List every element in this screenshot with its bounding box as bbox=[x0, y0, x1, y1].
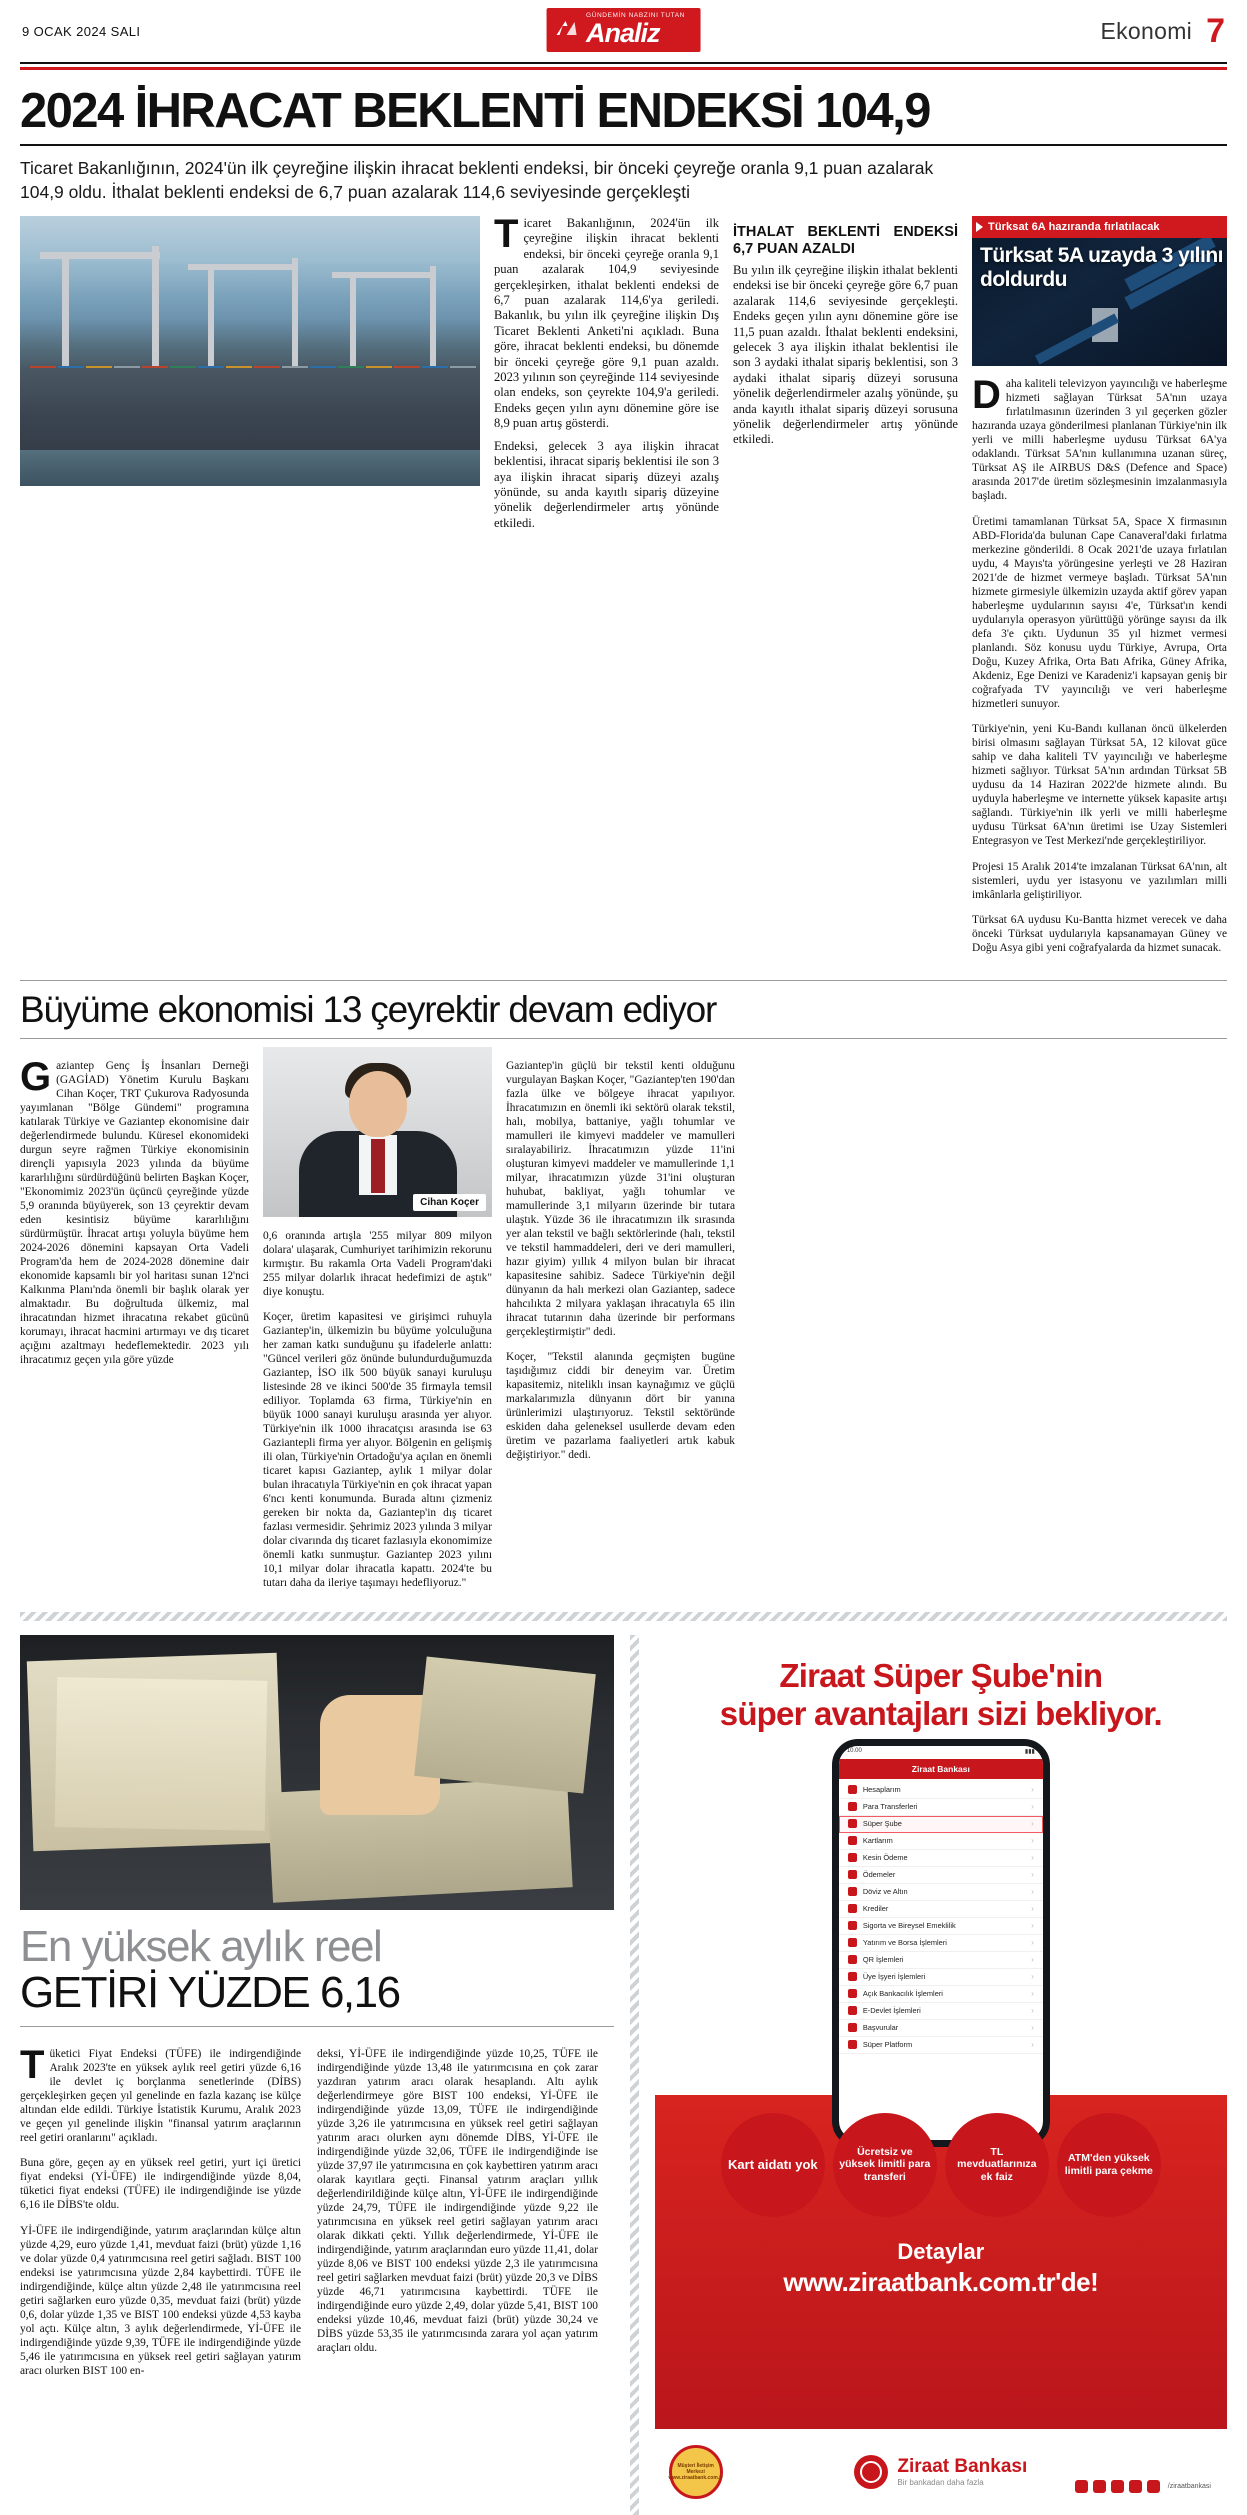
portrait-caption: Cihan Koçer bbox=[413, 1194, 486, 1211]
menu-item-icon bbox=[848, 1785, 857, 1794]
chevron-right-icon: › bbox=[1031, 1819, 1034, 1829]
ziraat-mark-icon bbox=[854, 2455, 888, 2489]
decorative-separator-vertical bbox=[630, 1635, 639, 2515]
menu-item-super-sube[interactable] bbox=[839, 1816, 1043, 1833]
lead-p3-wrap bbox=[733, 263, 958, 448]
drop-cap: G bbox=[20, 1054, 52, 1099]
menu-item-label: Kartlarım bbox=[862, 1836, 893, 1846]
lead-headline: 2024 İHRACAT BEKLENTİ ENDEKSİ 104,9 bbox=[20, 84, 930, 138]
logo-mark-icon bbox=[554, 17, 578, 41]
social-links[interactable] bbox=[1075, 2480, 1211, 2493]
ad-headline-line1: Ziraat Süper Şube'nin bbox=[779, 1656, 1103, 1694]
masthead-rule bbox=[20, 62, 1227, 64]
menu-item-label: QR İşlemleri bbox=[862, 1955, 904, 1965]
menu-item-icon bbox=[848, 1887, 857, 1896]
chevron-right-icon: › bbox=[1031, 1904, 1034, 1914]
chevron-right-icon: › bbox=[1031, 1972, 1034, 1982]
menu-item-label: Sigorta ve Bireysel Emeklilik bbox=[862, 1921, 956, 1931]
youtube-icon[interactable] bbox=[1129, 2480, 1142, 2493]
yield-article bbox=[20, 1635, 614, 2515]
chevron-right-icon: › bbox=[1031, 1921, 1034, 1931]
satellite-headline: Türksat 5A uzayda 3 yılını doldurdu bbox=[980, 244, 1223, 291]
growth-p3: Koçer, üretim kapasitesi ve girişimci ruhuyla Gaziantep'in, ülkemizin bu büyüme yolculuğuna her zaman katkı sunduğunu şu ifadelerle anlattı: "Güncel verileri göz önünde bulundurduğumuzda Gaziantep, İSO ilk 500 büyük sanayi kuruluşu listesinde 28 ve ikinci 500'de 35 firmayla temsil ediliyor. Toplamda 63 firma, Türkiye'nin en büyük 1000 sanayi kuruluşu arasında yer alıyor. Türkiye'nin ilk 1000 ihracatçısı arasında ise 63 Gaziantepli firma yer alıyor. Bölgenin en gelişmiş ili olan, Türkiye'nin Ortadoğu'ya açılan en önemli ticaret kapısı Gaziantep, aylık 1 milyar dolar bulan ihracatıyla Türkiye'nin en çok ihracat yapan 6'ncı kenti konumunda. Burada altını çizmeniz gereken bir nokta da, Gaziantep'in dış ticaret fazlası vermesidir. Şehrimiz 2023 yılında 3 milyar dolar civarında dış ticaret fazlasıyla ekonomimize önemli katkı sunmuştur. Gaziantep 2023 yılını 10,1 milyar dolar ihracatla kapattı. 2024'te bu tutarı daha da ileriye taşımayı hedefliyoruz." bbox=[263, 1311, 492, 1590]
lead-article bbox=[20, 212, 1227, 966]
lead-paragraph bbox=[494, 212, 719, 432]
satellite-body bbox=[972, 373, 1227, 955]
menu-item[interactable] bbox=[839, 1884, 1043, 1901]
benefit-bubble: Ücretsiz ve yüksek limitli para transferi bbox=[833, 2113, 937, 2217]
newspaper-logo bbox=[546, 8, 701, 52]
decorative-separator bbox=[20, 1612, 1227, 1621]
growth-columns bbox=[20, 1047, 1227, 1601]
menu-item-icon bbox=[848, 2006, 857, 2015]
satellite-p3: Türkiye'nin, yeni Ku-Bandı kullanan öncü ülkelerden birisi olmasını sağlayan Türksat 5A, 12 kilovat güce sahip ve daha kaliteli TV yayıncılığı ve haberleşme hizmeti sağlıyor. Türksat 5A'nın ardından Türksat 5B uydusu da 14 Haziran 2022'de hizmete alındı. Bu uyduyla haberleşme ve internette yüksek kapasite artışı sağlandı. Türkiye'nin ilk yerli ve milli haberleşme uydusu Türksat 6A'nın üretimi ise Uzay Sistemleri Entegrasyon ve Test Merkezi'nde gerçekleştiriliyor. bbox=[972, 723, 1227, 848]
menu-item[interactable] bbox=[839, 1918, 1043, 1935]
bottom-zone bbox=[20, 1635, 1227, 2515]
menu-item-icon bbox=[848, 1836, 857, 1845]
chevron-right-icon: › bbox=[1031, 2040, 1034, 2050]
lead-column-2 bbox=[733, 216, 958, 966]
chevron-right-icon: › bbox=[1031, 2006, 1034, 2016]
menu-item-icon bbox=[848, 1972, 857, 1981]
lead-p1: icaret Bakanlığının, 2024'ün ilk çeyreğine ilişkin ihracat beklenti endeksi, bir önceki çeyreğe oranla 9,1 puan azalarak 104,9 seviyesinde gerçekleşirken, ithalat beklenti endeksi de 6,7 puan azalarak 114,6'ya geriledi. Bakanlık, bu yılın ilk çeyreğine ilişkin Dış Ticaret Beklenti Anketi'ni açıkladı. Buna göre, ihracat beklenti endeksi, bu dönemde bir önceki çeyreğe göre 9,1 puan azaldı. 2023 yılının son çeyreğinde 114 seviyesinde olan endeks, son çeyrekte 104,9'a geriledi. Endeks geçen yılın aynı dönemine göre ise 8,9 puan artış gösterdi. bbox=[494, 216, 719, 431]
growth-headline: Büyüme ekonomisi 13 çeyrektir devam ediyor bbox=[20, 989, 717, 1031]
chevron-right-icon: › bbox=[1031, 1853, 1034, 1863]
menu-item-label: Süper Şube bbox=[862, 1819, 902, 1829]
menu-item-label: E-Devlet İşlemleri bbox=[862, 2006, 921, 2016]
menu-item-icon bbox=[848, 1853, 857, 1862]
menu-item-icon bbox=[848, 1989, 857, 1998]
yield-column-2 bbox=[317, 2036, 598, 2390]
twitter-icon[interactable] bbox=[1093, 2480, 1106, 2493]
drop-cap: T bbox=[494, 212, 519, 256]
chevron-right-icon: › bbox=[1031, 2023, 1034, 2033]
facebook-icon[interactable] bbox=[1075, 2480, 1088, 2493]
chevron-right-icon: › bbox=[1031, 1938, 1034, 1948]
yield-p4: deksi, Yİ-ÜFE ile indirgendiğinde yüzde 10,25, TÜFE ile indirgendiğinde yüzde 13,48 ile yatırımcısına en çok zarar yazdıran yatırım aracı olarak hesaplandı. Altı aylık değerlendirmeye göre BIST 100 endeksi, Yİ-ÜFE ile indirgendiğinde yüzde 13,09, TÜFE ile indirgendiğinde yüzde 3,26 ile yatırımcısına en yüksek reel getiri sağlayan yatırım aracı olurken aynı dönemde DİBS, Yİ-ÜFE ile indirgendiğinde yüzde 32,06, TÜFE ile indirgendiğinde ise yüzde 37,97 ile yatırımcısına en çok kaybettiren yatırım aracı olarak kayıtlara geçti. Finansal yatırım araçları yıllık değerlendirildiğinde külçe altın, Yİ-ÜFE ile indirgendiğinde yüzde 24,79, TÜFE ile indirgendiğinde yüzde 9,22 ile yatırımcısına en yüksek reel getiri sağlayan yatırım aracı olarak dikkati çekti. Yıllık değerlendirmede, Yİ-ÜFE ile indirgendiğinde, yatırım araçlarından euro yüzde 11,41, dolar yüzde 8,06 ve BIST 100 endeksi yüzde 2,3 ile yatırımcısına reel getiri sağlarken mevduat faizi (brüt) yüzde 20,3 ve DİBS yüzde 46,71 yatırımcısına kaybettirdi. TÜFE ile indirgendiğinde euro yüzde 2,49, dolar yüzde 5,41, BIST 100 endeksi yüzde 10,46, mevduat faizi (brüt) yüzde 30,24 ve DİBS yüzde 53,35 ile yatırımcısında zarara yol açan yatırım araçları oldu. bbox=[317, 2047, 598, 2354]
menu-item[interactable] bbox=[839, 1952, 1043, 1969]
section-title: Ekonomi bbox=[1100, 17, 1193, 44]
chevron-right-icon: › bbox=[1031, 1785, 1034, 1795]
chevron-right-icon: › bbox=[1031, 1989, 1034, 1999]
ad-top bbox=[655, 1635, 1227, 2095]
ziraat-logo-tagline: Bir bankadan daha fazla bbox=[897, 2478, 984, 2488]
menu-item-label: Krediler bbox=[862, 1904, 889, 1914]
section-divider bbox=[20, 980, 1227, 981]
chevron-right-icon: › bbox=[1031, 1836, 1034, 1846]
growth-p5: Koçer, "Tekstil alanında geçmişten bugüne taşıdığımız ciddi bir deneyim var. Üretim kapasitemiz, niteliklı insan kaynağımız ve güçlü markalarımızla dünyanın dört bir yanına ürünlerimizi ulaştırıyoruz. Tekstil sektöründe eskiden daha geleneksel usullerde devam eden üretim ve pazarlama faaliyetleri artık kabuk değiştiriyor." dedi. bbox=[506, 1351, 735, 1462]
instagram-icon[interactable] bbox=[1111, 2480, 1124, 2493]
menu-item[interactable] bbox=[839, 1935, 1043, 1952]
drop-cap: D bbox=[972, 373, 1001, 418]
menu-item[interactable] bbox=[839, 1901, 1043, 1918]
satellite-p5: Türksat 6A uydusu Ku-Bantta hizmet verecek ve daha önceki Türksat uydularıyla kapsanamayan Güney ve Doğu Asya gibi yeni coğrafyalarda da hizmet sunacak. bbox=[972, 913, 1227, 954]
menu-item[interactable] bbox=[839, 2037, 1043, 2054]
masthead bbox=[0, 0, 1247, 62]
growth-column-3 bbox=[506, 1047, 735, 1601]
yield-p1: üketici Fiyat Endeksi (TÜFE) ile indirgendiğinde Aralık 2023'te en yüksek aylık reel getiri yüzde 6,16 ile devlet iç borçlanma senetlerinde (DİBS) gerçekleşirken geçen yıl genelinde en fazla kazanç ise külçe altından elde edildi. Türkiye İstatistik Kurumu, Aralık 2023 ve geçen yıl genelinde ilişkin "finansal yatırım araçlarının reel getiri oranlarını" açıkladı. bbox=[20, 2047, 301, 2144]
phone-status-bar bbox=[839, 1746, 1043, 1759]
lead-p2-wrap bbox=[494, 439, 719, 531]
lead-p3: Bu yılın ilk çeyreğine ilişkin ithalat beklenti endeksi ise bir önceki çeyreğe göre 6,7 puan azalarak 114,6 seviyesinde gerçekleşti. Endeks geçen yılın aynı dönemine göre ise 11,5 puan azaldı. İthalat beklenti endeksini, gelecek 3 aya ilişkin ithalat beklentisi ile son 3 aydaki ithalat sipariş beklentisi, son 3 aydaki ithalat sipariş düzeyi sorusuna yönelik değerlendirmeler azalış yönünde, şu anda kayıtlı ithalat sipariş düzeyi sorusuna yönelik değerlendirmeler artış yönünde etkiledi. bbox=[733, 263, 958, 447]
menu-item-label: Ödemeler bbox=[862, 1870, 896, 1880]
ad-footer bbox=[655, 2429, 1227, 2515]
yield-headline-line1: En yüksek aylık reel bbox=[20, 1921, 382, 1971]
status-time: 10.00 bbox=[846, 1747, 862, 1754]
menu-item-label: Kesin Ödeme bbox=[862, 1853, 908, 1863]
masthead-rule-accent bbox=[20, 67, 1227, 70]
drop-cap: T bbox=[20, 2042, 45, 2087]
app-menu-list bbox=[839, 1779, 1043, 2054]
growth-column-1 bbox=[20, 1047, 249, 1601]
growth-p1: aziantep Genç İş İnsanları Derneği (GAGİAD) Yönetim Kurulu Başkanı Cihan Koçer, TRT Çukurova Radyosunda yayımlanan "Bölge Gündemi" programına katılarak Türkiye ve Gaziantep ekonomisine dair değerlendirmede bulundu. Küresel ekonomideki durgun seyre rağmen Türkiye ekonomisinin dirençli yapısıyla 2023 yılında da büyüme kararlılığını sürdürdüğünü belirten Başkan Koçer, "Ekonomimiz 2023'ün üçüncü çeyreğinde yüzde 5,9 oranında büyüyerek, son 13 çeyrektir devam eden kesintisiz büyüme kararlılığını sürdürmüştür. İhracat artışı yoluyla büyüme hem 2024-2026 dönemini kapsayan Orta Vadeli Program'da hem de 2024-2028 dönemine dair ekonomide kapsamlı bir yol haritası sunan 12'nci Kalkınma Planı'nda önemli bir başlık olarak yer almaktadır. Bu doğrultuda ülkemiz, mal ihracatından hizmet ihracatına rekabet gücünü korumayı, ihracat hacmini artırmayı ve dış ticaret açığını azaltmayı hedeflemektedir. 2023 yılı ihracatımız geçen yıla göre yüzde bbox=[20, 1059, 249, 1366]
portrait-photo bbox=[263, 1047, 492, 1217]
portrait-figure bbox=[263, 1047, 492, 1217]
linkedin-icon[interactable] bbox=[1147, 2480, 1160, 2493]
menu-item-icon bbox=[848, 1904, 857, 1913]
lead-p2: Endeksi, gelecek 3 aya ilişkin ihracat beklentisi, ihracat sipariş beklentisi ile son 3 aya ilişkin ihracat sipariş düzeyi azalış yönünde, su anda kayıtlı sipariş düzeyine yönelik değerlendirmeler artış yönünde etkiledi. bbox=[494, 438, 719, 530]
publication-date: 9 OCAK 2024 SALI bbox=[22, 23, 141, 39]
chevron-right-icon: › bbox=[1031, 1955, 1034, 1965]
satellite-p1: aha kaliteli televizyon yayıncılığı ve haberleşme hizmeti sağlayan Türksat 5A'nın uzaya fırlatılmasının üzerinden 3 yıl geçerken gözler hazıranda uzaya gönderilmesi planlanan Türkiye'nin ilk yerli ve milli haberleşme uydusu Türksat 6A'ya odaklandı. Türksat 5A'nın kullanımına uzanan süreç, Türksat AŞ ile AIRBUS D&S (Defence and Space) arasında 2017'de üretim sözleşmesinin imzalanmasıyla başladı. bbox=[972, 378, 1227, 503]
water bbox=[20, 450, 480, 486]
menu-item-icon bbox=[848, 1921, 857, 1930]
chevron-right-icon: › bbox=[1031, 1802, 1034, 1812]
menu-item-label: Başvurular bbox=[862, 2023, 899, 2033]
menu-item[interactable] bbox=[839, 1833, 1043, 1850]
menu-item-icon bbox=[848, 1802, 857, 1811]
menu-item-icon bbox=[848, 1938, 857, 1947]
menu-item[interactable] bbox=[839, 1850, 1043, 1867]
lead-subhead: İTHALAT BEKLENTİ ENDEKSİ 6,7 PUAN AZALDI bbox=[733, 224, 958, 257]
app-header: Ziraat Bankası bbox=[839, 1759, 1043, 1779]
section-divider-2 bbox=[20, 1038, 1227, 1039]
ad-cta[interactable] bbox=[655, 2239, 1227, 2298]
menu-item-label: Döviz ve Altın bbox=[862, 1887, 908, 1897]
logo-tagline: GÜNDEMİN NABZINI TUTAN bbox=[586, 12, 685, 19]
menu-item-icon bbox=[848, 1870, 857, 1879]
menu-item[interactable] bbox=[839, 2020, 1043, 2037]
satellite-p2: Üretimi tamamlanan Türksat 5A, Space X firmasının ABD-Florida'da bulunan Cape Canaveral'daki fırlatma merkezine gönderildi. 8 Ocak 2021'de uzaya fırlatılan uydu, 4 Mayıs'ta yörüngesine yerleşti ve 28 Haziran 2021'de de hizmet vermeye başladı. Türksat 5A'nın hizmete girmesiyle ülkemizin uzayda aktif görev yapan haberleşme uydularının sayısı 4'e, Türksat'ın kendi uydularıyla operasyon yürüttüğü yörünge sayısı da ilk defa 3'e çıktı. Uydunun 35 yıl hizmet vermesi planlandı. Söz konusu uydu Türkiye, Avrupa, Orta Doğu, Kuzey Afrika, Orta Batı Afrika, Güney Afrika, Akdeniz, Ege Denizi ve Karadeniz'i kapsayan geniş bir coğrafyada TV yayıncılığı ve veri haberleşme hizmetleri sunuyor. bbox=[972, 515, 1227, 710]
masthead-right bbox=[1100, 14, 1225, 48]
ad-headline bbox=[655, 1635, 1227, 1733]
benefit-bubble: TL mevduatlarınıza ek faiz bbox=[945, 2113, 1049, 2217]
benefit-bubble: ATM'den yüksek limitli para çekme bbox=[1057, 2113, 1161, 2217]
status-icons: ▮▮▮ bbox=[1024, 1748, 1035, 1755]
menu-item-label: Üye İşyeri İşlemleri bbox=[862, 1972, 926, 1982]
menu-item[interactable] bbox=[839, 1969, 1043, 1986]
ziraat-logo bbox=[854, 2455, 1027, 2489]
menu-item-icon bbox=[848, 2023, 857, 2032]
social-handle: /ziraatbankasi bbox=[1167, 2482, 1211, 2490]
yield-column-1 bbox=[20, 2036, 301, 2390]
lead-photo-column bbox=[20, 216, 480, 966]
yield-columns bbox=[20, 2036, 614, 2390]
lead-deck: Ticaret Bakanlığının, 2024'ün ilk çeyreğine ilişkin ihracat beklenti endeksi, bir önceki çeyreğe oranla 9,1 puan azalarak 104,9 oldu. İthalat beklenti endeksi de 6,7 puan azalarak 114,6 seviyesinde gerçekleşti bbox=[20, 158, 934, 202]
yield-headline bbox=[20, 1921, 614, 2017]
satellite-article bbox=[972, 216, 1227, 966]
satellite-kicker: Türksat 6A hazıranda fırlatılacak bbox=[972, 216, 1227, 238]
menu-item-icon bbox=[848, 1955, 857, 1964]
ad-cta-url[interactable]: www.ziraatbank.com.tr'de! bbox=[783, 2266, 1099, 2297]
menu-item-label: Para Transferleri bbox=[862, 1802, 918, 1812]
chevron-right-icon: › bbox=[1031, 1870, 1034, 1880]
menu-item-label: Süper Platform bbox=[862, 2040, 913, 2050]
money-counting-photo bbox=[20, 1635, 614, 1910]
menu-item-label: Yatırım ve Borsa İşlemleri bbox=[862, 1938, 947, 1948]
contact-center-seal: Müşteri İletişim Merkezi www.ziraatbank.com.tr bbox=[669, 2445, 723, 2499]
port-container-photo bbox=[20, 216, 480, 486]
menu-item[interactable] bbox=[839, 1799, 1043, 1816]
satellite-p4: Projesi 15 Aralık 2014'te imzalanan Türksat 6A'nın, alt sistemleri, uydu yer istasyonu ve yazılımları milli imkânlarla geliştiriliyor. bbox=[972, 860, 1227, 901]
menu-item-label: Hesaplarım bbox=[862, 1785, 901, 1795]
ziraat-logo-name: Ziraat Bankası bbox=[897, 2456, 1028, 2478]
logo-wordmark: Analiz bbox=[586, 18, 660, 48]
lead-headline-rule bbox=[20, 144, 1227, 146]
yield-headline-rule bbox=[20, 2026, 614, 2027]
growth-p2: 0,6 oranında artışla '255 milyar 809 milyon dolara' ulaşarak, Cumhuriyet tarihimizin rekorunu kırmıştır. Bu rakamla Orta Vadeli Program'daki 255 milyar dolarlık ihracat hedefimizi de aştık" diye konuştu. bbox=[263, 1229, 492, 1298]
menu-item-icon bbox=[848, 2040, 857, 2049]
growth-article bbox=[20, 980, 1227, 1601]
yield-headline-line2: GETİRİ YÜZDE 6,16 bbox=[20, 1967, 400, 2017]
menu-item[interactable] bbox=[839, 2003, 1043, 2020]
page-number: 7 bbox=[1206, 12, 1225, 50]
ad-headline-line2: süper avantajları sizi bekliyor. bbox=[719, 1694, 1162, 1732]
phone-mockup bbox=[832, 1739, 1050, 2147]
advertisement[interactable] bbox=[655, 1635, 1227, 2515]
menu-item[interactable] bbox=[839, 1986, 1043, 2003]
menu-item[interactable] bbox=[839, 1867, 1043, 1884]
benefit-bubble: Kart aidatı yok bbox=[721, 2113, 825, 2217]
menu-item[interactable] bbox=[839, 1782, 1043, 1799]
menu-item-label: Açık Bankacılık İşlemleri bbox=[862, 1989, 943, 1999]
growth-column-2-text bbox=[263, 1229, 492, 1590]
menu-item-icon bbox=[848, 1819, 857, 1828]
ad-cta-label: Detaylar bbox=[897, 2238, 985, 2264]
growth-column-2 bbox=[263, 1047, 492, 1601]
satellite-photo bbox=[972, 238, 1227, 366]
yield-p3: Yİ-ÜFE ile indirgendiğinde, yatırım araçlarından külçe altın yüzde 4,29, euro yüzde 1,41, mevduat faizi (brüt) yüzde 1,16 ve dolar yüzde 0,4 yatırımcısına reel getiri sağladı. BIST 100 endeksi ise yatırımcısına yüzde 2,84 kaybettirdi. TÜFE ile indirgendiğinde, külçe altın yüzde 2,48 ile yatırımcısına reel getiri sağlarken euro yüzde 0,35, mevduat faizi (brüt) yüzde 0,6, dolar yüzde 1,35 ve BIST 100 endeksi yüzde 4,53 kayba yol açtı. Külçe altın, 3 aylık değerlendirmede, Yİ-ÜFE ile indirgendiğinde yüzde 9,39, TÜFE ile indirgendiğinde yüzde 5,46 ile yatırımcısına en yüksek reel getiri sağlayan yatırım aracı olurken BIST 100 en- bbox=[20, 2224, 301, 2377]
lead-column-1 bbox=[494, 212, 719, 966]
chevron-right-icon: › bbox=[1031, 1887, 1034, 1897]
growth-p4: Gaziantep'in güçlü bir tekstil kenti olduğunu vurgulayan Başkan Koçer, "Gaziantep'ten 190'dan fazla ülke ve bölgeye ihracat yapılıyor. İhracatımızın en önemli iki sektörü olarak tekstil, halı, mobilya, battaniye, yağlı tohumlar ve mamulleri ile kimyevi maddeler ve mamulleri sıralayabiliriz. İhracatımızın yüzde 11'ini oluşturan kimyevi maddeler ve mamullerinde 1,1 milyar, ihracatımızın yüzde 31'ini oluşturan huhubat, bakliyat, yağlı tohumlar ve mamullerinde 3,1 milyarın üzerinde bir tutara ulaştık. Yüzde 36 ile ihracatımızın ilk sırasında yer alan tekstil ve bağlı sektörlerinde (halı, tekstil ve tekstil hammaddeleri, deri ve deri mamulleri, hazır giyim) yıllık 4 milyon bulan bir ihracat kapasitesine sahibiz. Sadece Türkiye'nin değil dünyanın da halı merkezi olan Gaziantep, sadece hahcılıkta 2 milyara yaklaşan ihracatıyla 65 ilin ihracat tutarının daha üzerinde bir performans gerçekleştirmiştir" dedi. bbox=[506, 1059, 735, 1338]
ad-benefit-bubbles bbox=[655, 2095, 1227, 2217]
yield-p2: Buna göre, geçen ay en yüksek reel getiri, yurt içi üretici fiyat endeksi (Yİ-ÜFE) ile indirgendiğinde yüzde 8,04, tüketici fiyat endeksi (TÜFE) ile indirgendiğinde ise yüzde 6,16 ile DİBS'te oldu. bbox=[20, 2157, 301, 2212]
